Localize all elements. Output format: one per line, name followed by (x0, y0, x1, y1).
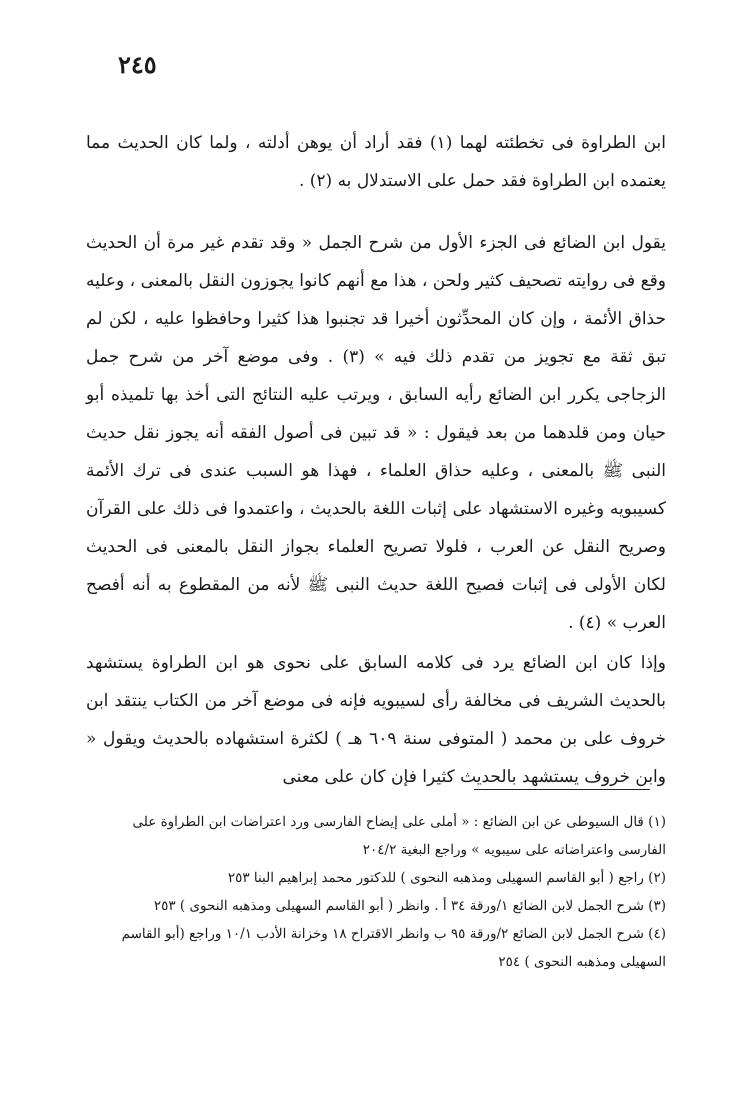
footnote-2: (٢) راجع ( أبو القاسم السهيلى ومذهبه النحوى ) للدكتور محمد إبراهيم البنا ٢٥٣ (227, 870, 666, 886)
footnotes (86, 808, 666, 976)
paragraph-text: ابن الطراوة فى تخطئته لهما (١) فقد أراد أن يوهن أدلته ، ولما كان الحديث مما يعتمده ابن الطراوة فقد حمل على الاستدلال به (٢) . (86, 133, 666, 191)
paragraph-text: يقول ابن الضائع فى الجزء الأول من شرح الجمل « وقد تقدم غير مرة أن الحديث وقع فى روايته تصحيف كثير ولحن ، هذا مع أنهم كانوا يجوزون النقل بالمعنى ، وعليه حذاق الأئمة ، وإن كان المحدِّثون أخيرا قد تجنبوا هذا كثيرا وحافظوا عليه ، لكن لم تبق ثقة مع تجويز من تقدم ذلك فيه » (٣) . وفى موضع آخر من شرح جمل الزجاجى يكرر ابن الضائع رأيه السابق ، ويرتب عليه النتائج التى أخذ بها تلميذه أبو حيان ومن قلدهما من بعد فيقول : « قد تبين فى أصول الفقه أنه يجوز نقل حديث النبى ﷺ بالمعنى ، وعليه حذاق العلماء ، فهذا هو السبب عندى فى ترك الأئمة كسيبويه وغيره الاستشهاد على إثبات اللغة بالحديث ، واعتمدوا فى ذلك على القرآن وصريح النقل عن العرب ، فلولا تصريح العلماء بجواز النقل بالمعنى فى الحديث لكان الأولى فى إثبات فصيح اللغة حديث النبى ﷺ لأنه من المقطوع به أنه أفصح العرب » (٤) . (86, 233, 666, 633)
footnote-3: (٣) شرح الجمل لابن الضائع ١/ورقة ٣٤ أ . وانظر ( أبو القاسم السهيلى ومذهبه النحوى ) ٢٥٣ (153, 898, 666, 914)
footnote-1: (١) قال السيوطى عن ابن الضائع : « أملى على إيضاح الفارسى ورد اعتراضات ابن الطراوة على الفارسى واعتراضاته على سيبويه » وراجع البغية ٢٠٤/٢ (132, 814, 666, 858)
paragraph-2 (86, 224, 666, 642)
footnote-4: (٤) شرح الجمل لابن الضائع ٢/ورقة ٩٥ ب وانظر الاقتراح ١٨ وخزانة الأدب ١٠/١ وراجع (أبو القاسم السهيلى ومذهبه النحوى ) ٢٥٤ (121, 926, 666, 970)
page-number: ٢٤٥ (118, 50, 157, 79)
footnote-divider (474, 789, 650, 790)
paragraph-text: وإذا كان ابن الضائع يرد فى كلامه السابق على نحوى هو ابن الطراوة يستشهد بالحديث الشريف فى مخالفة رأى لسيبويه فإنه فى موضع آخر من الكتاب ينتقد ابن خروف على بن محمد ( المتوفى سنة ٦٠٩ هـ ) لكثرة استشهاده بالحديث ويقول « وابن خروف يستشهد بالحديث كثيرا فإن كان على معنى (86, 653, 666, 787)
paragraph-1 (86, 124, 666, 200)
paragraph-3 (86, 644, 666, 796)
